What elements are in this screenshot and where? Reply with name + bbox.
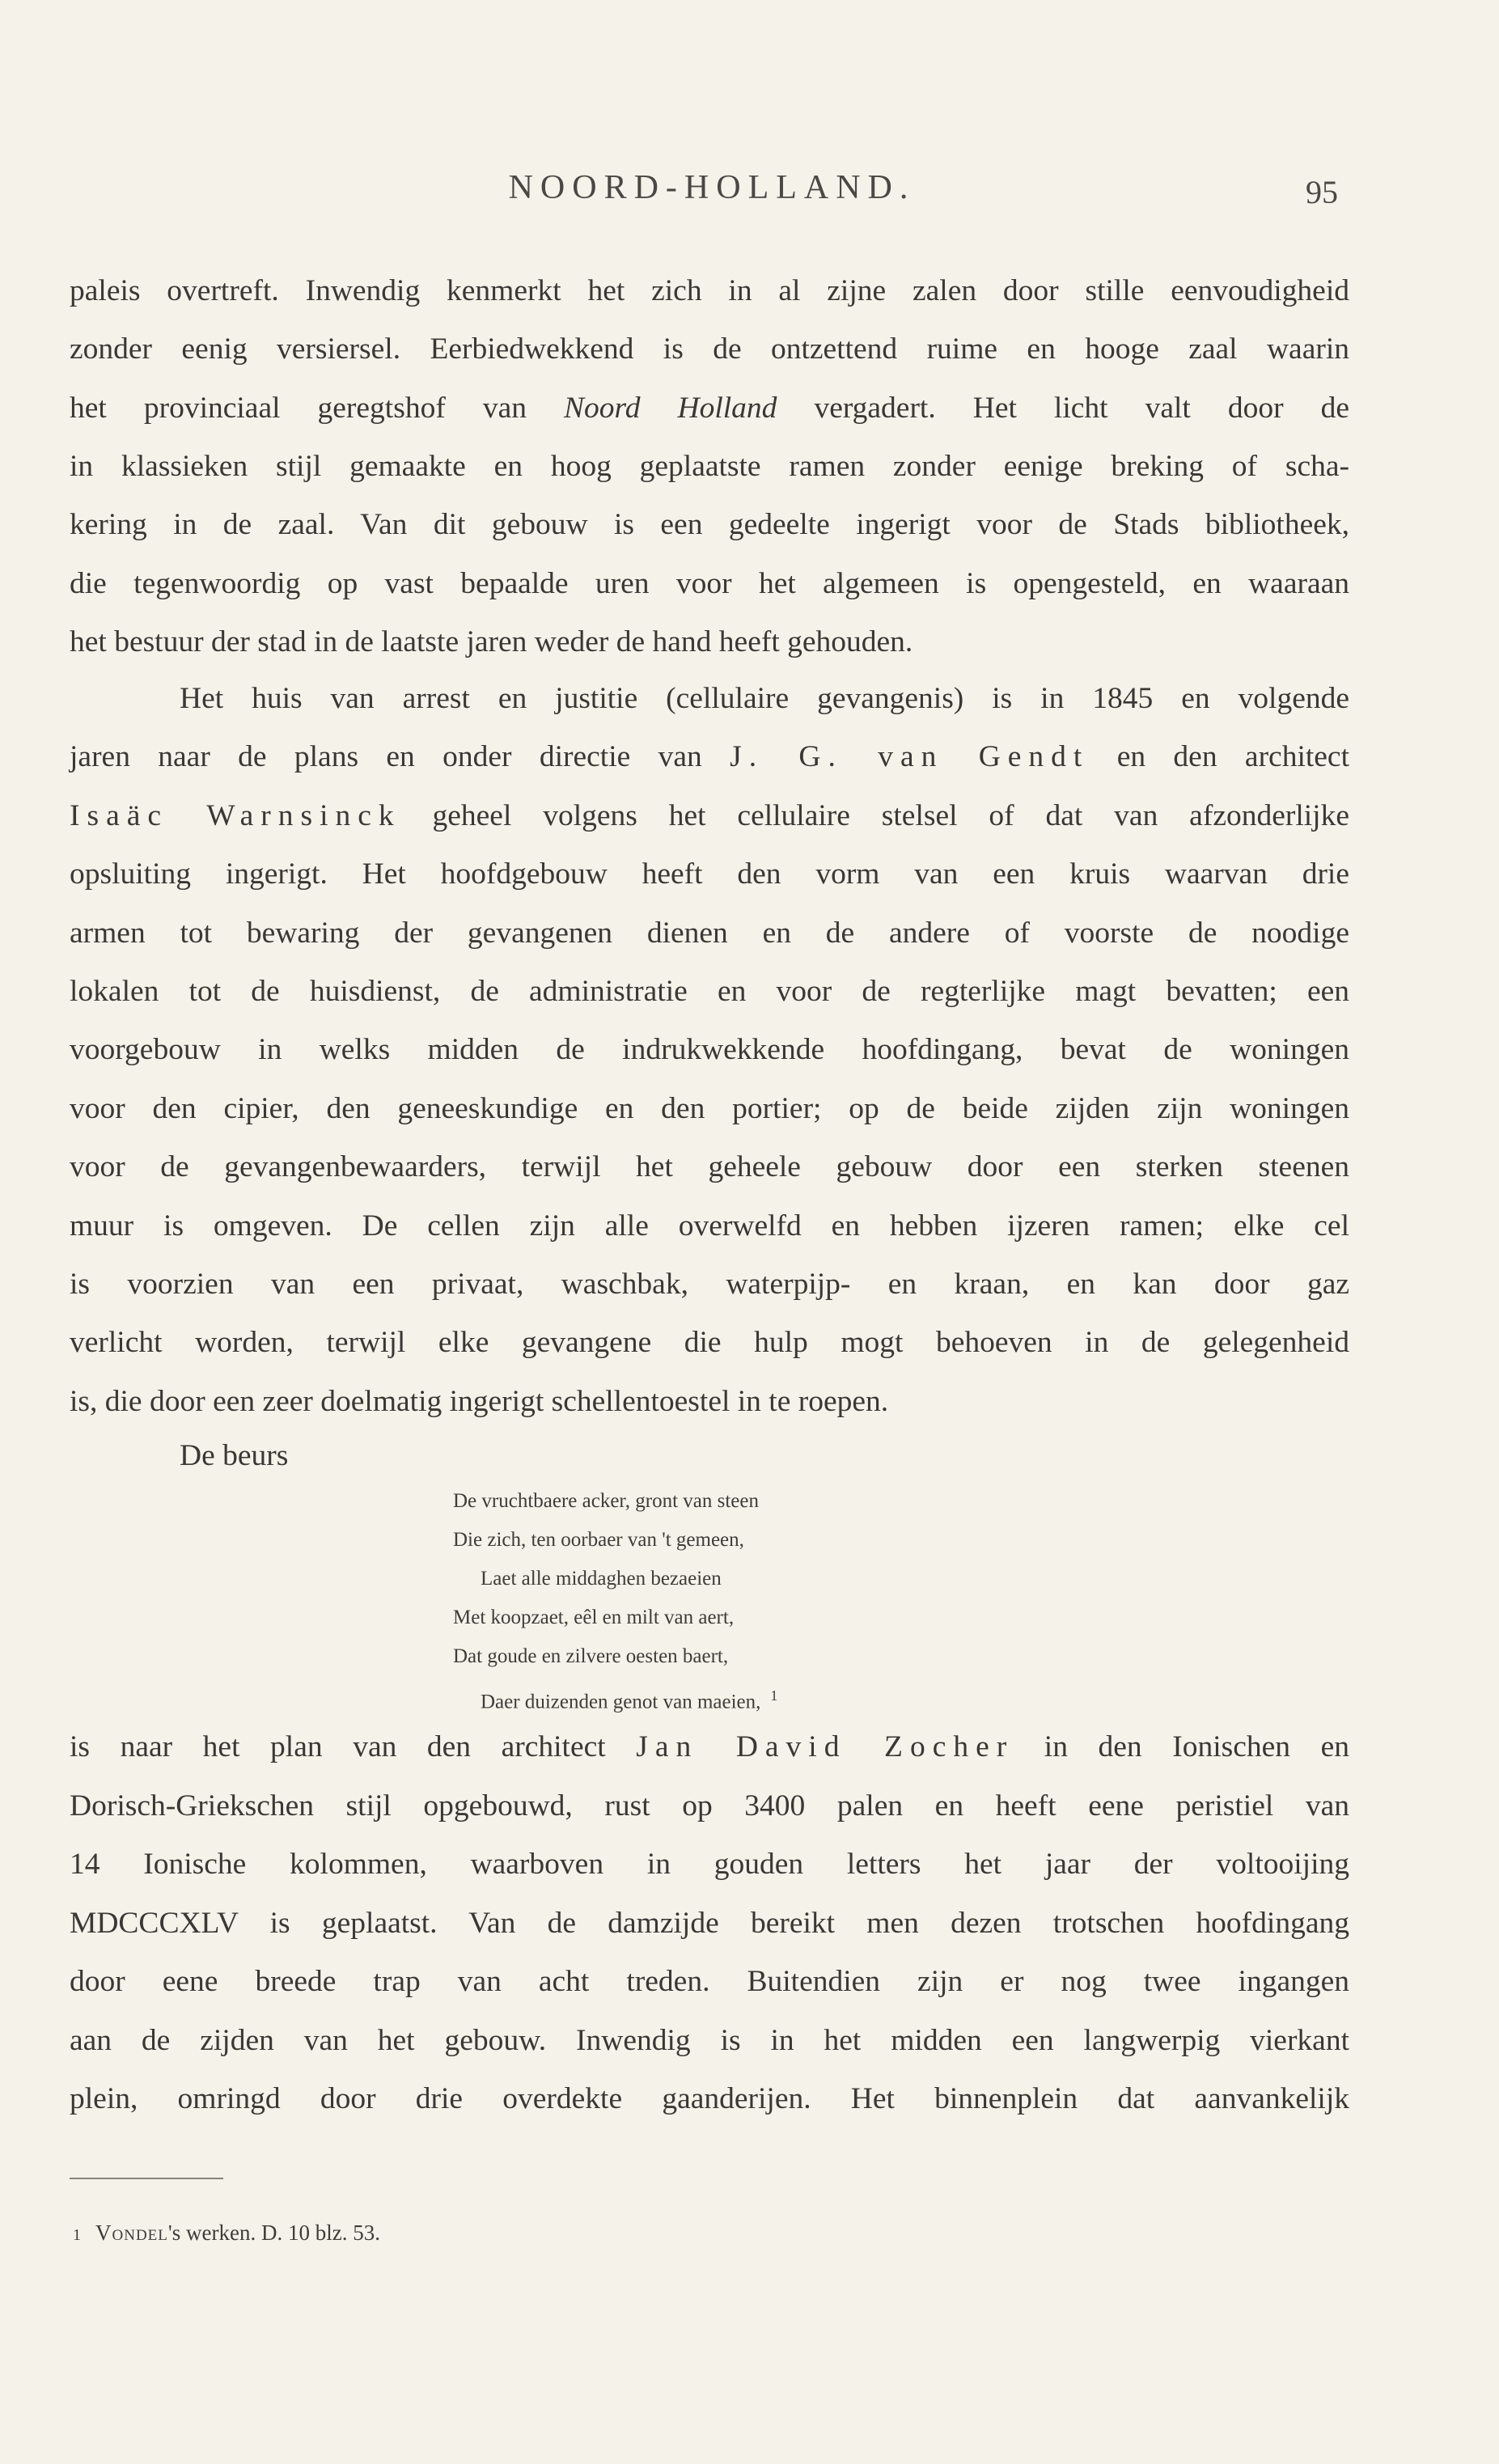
verse-line: Dat goude en zilvere oesten baert,: [453, 1645, 729, 1667]
text-line: paleis overtreft. Inwendig kenmerkt het zich in al zijne zalen door stille eenvoudigheid: [70, 274, 1349, 307]
text-line: in klassieken stijl gemaakte en hoog geplaatste ramen zonder eenige breking of scha-: [70, 449, 1349, 483]
text-line: jaren naar de plans en onder directie van J. G. van Gendt en den architect: [70, 740, 1349, 774]
text-line: voorgebouw in welks midden de indrukwekkende hoofdingang, bevat de woningen: [70, 1033, 1349, 1067]
text-line: aan de zijden van het gebouw. Inwendig is in het midden een langwerpig vierkant: [70, 2023, 1349, 2057]
spaced-name: J. G. van Gendt: [730, 740, 1090, 774]
text-line: 14 Ionische kolommen, waarboven in gouden letters het jaar der voltooijing: [70, 1848, 1349, 1881]
verse-line: Daer duizenden genot van maeien, $^1$: [481, 1687, 778, 1713]
text-line: voor den cipier, den geneeskundige en den portier; op de beide zijden zijn woningen: [70, 1091, 1349, 1125]
text-line: is naar het plan van den architect Jan David Zocher in den Ionischen en: [70, 1730, 1349, 1763]
text-line: armen tot bewaring der gevangenen dienen en de andere of voorste de noodige: [70, 916, 1349, 950]
footnote-marker: 1: [770, 1687, 778, 1704]
spaced-name: Isaäc Warnsinck: [70, 798, 401, 832]
spaced-name: Jan David Zocher: [636, 1730, 1014, 1763]
text-line: voor de gevangenbewaarders, terwijl het geheele gebouw door een sterken steenen: [70, 1150, 1349, 1184]
text-line: is, die door een zeer doelmatig ingerigt schellentoestel in te roepen.: [70, 1384, 889, 1418]
text-line: is voorzien van een privaat, waschbak, waterpijp- en kraan, en kan door gaz: [70, 1268, 1349, 1301]
text-line: Dorisch-Griekschen stijl opgebouwd, rust op 3400 palen en heeft eene peristiel van: [70, 1789, 1349, 1823]
text-line: Isaäc Warnsinck geheel volgens het cellulaire stelsel of dat van afzonderlijke: [70, 798, 1349, 832]
verse-line: De vruchtbaere acker, gront van steen: [453, 1490, 759, 1512]
footnote-number: 1: [73, 2226, 81, 2244]
text-line: lokalen tot de huisdienst, de administratie en voor de regterlijke magt bevatten; een: [70, 975, 1349, 1008]
text-line: kering in de zaal. Van dit gebouw is een gedeelte ingerigt voor de Stads bibliotheek,: [70, 508, 1349, 542]
verse-line: Met koopzaet, eêl en milt van aert,: [453, 1607, 735, 1628]
text-line: verlicht worden, terwijl elke gevangene die hulp mogt behoeven in de gelegenheid: [70, 1326, 1349, 1360]
text-line: zonder eenig versiersel. Eerbiedwekkend is de ontzettend ruime en hooge zaal waarin: [70, 332, 1349, 366]
text-line: die tegenwoordig op vast bepaalde uren voor het algemeen is opengesteld, en waaraan: [70, 566, 1349, 600]
text-line: opsluiting ingerigt. Het hoofdgebouw heeft den vorm van een kruis waarvan drie: [70, 857, 1349, 891]
footnote-rule: [70, 2178, 223, 2179]
text-line: het bestuur der stad in de laatste jaren weder de hand heeft gehouden.: [70, 624, 913, 658]
footnote-text: 's werken. D. 10 blz. 53.: [167, 2221, 380, 2245]
text-line: plein, omringd door drie overdekte gaanderijen. Het binnenplein dat aanvankelijk: [70, 2082, 1349, 2115]
page-number: 95: [1306, 174, 1338, 210]
running-head: NOORD-HOLLAND.: [508, 169, 916, 206]
text-line: MDCCCXLV is geplaatst. Van de damzijde bereikt men dezen trotschen hoofdingang: [70, 1906, 1349, 1940]
verse-line: Laet alle middaghen bezaeien: [481, 1568, 722, 1590]
text-line: Het huis van arrest en justitie (cellulaire gevangenis) is in 1845 en volgende: [180, 682, 1349, 715]
text-line: het provinciaal geregtshof van Noord Holland vergadert. Het licht valt door de: [70, 391, 1349, 425]
italic-place-name: Noord Holland: [564, 391, 777, 425]
footnote-author: Vondel: [95, 2221, 168, 2245]
paragraph-intro: De beurs: [180, 1439, 289, 1472]
footnote: [73, 2216, 380, 2251]
text-line: door eene breede trap van acht treden. Buitendien zijn er nog twee ingangen: [70, 1965, 1349, 1998]
text-line: muur is omgeven. De cellen zijn alle overwelfd en hebben ijzeren ramen; elke cel: [70, 1209, 1349, 1243]
verse-line: Die zich, ten oorbaer van 't gemeen,: [453, 1529, 744, 1551]
